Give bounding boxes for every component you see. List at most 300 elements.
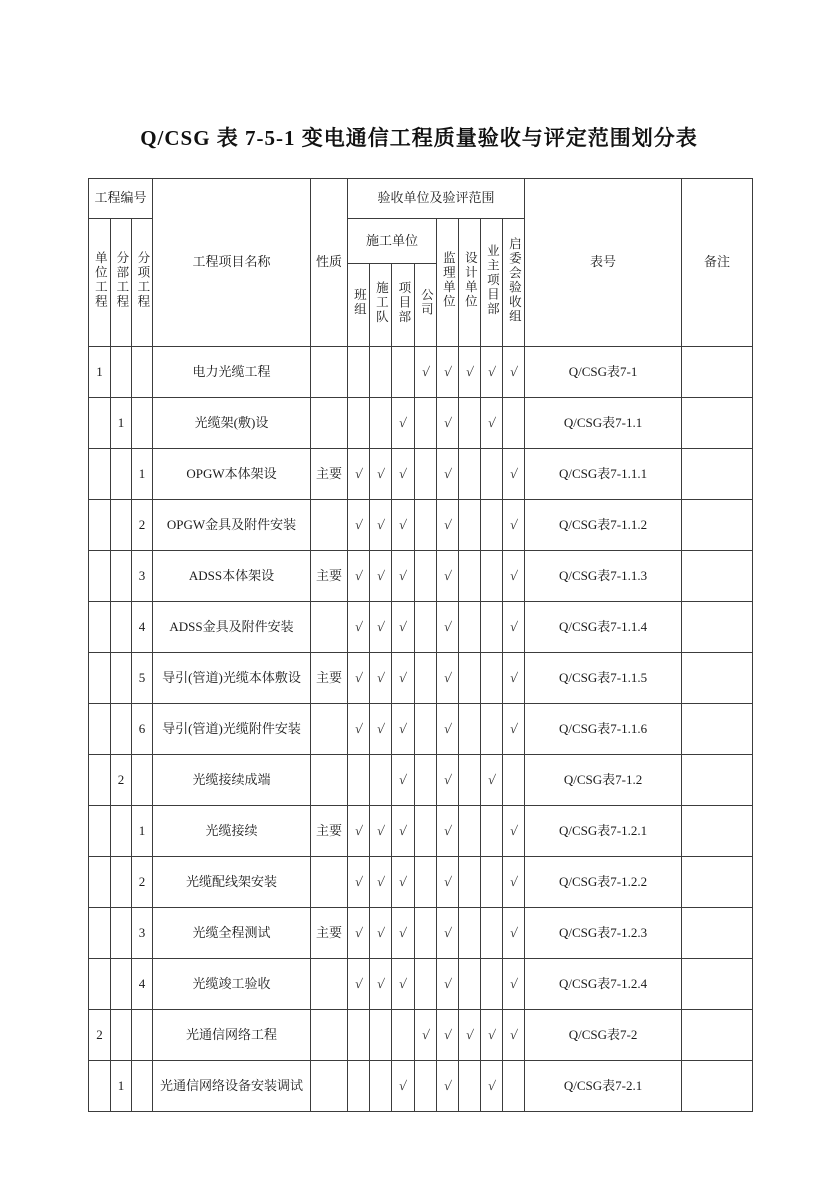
cell-table-no: Q/CSG表7-2 (525, 1010, 682, 1061)
col-header-supervision-unit (437, 219, 459, 347)
check-icon: √ (375, 873, 386, 889)
col-header-project-name: 工程项目名称 (153, 179, 311, 347)
check-mark-cell (415, 1010, 437, 1061)
check-icon: √ (442, 771, 453, 787)
check-icon: √ (508, 516, 519, 532)
cell-unit-project-no (89, 959, 111, 1010)
check-empty-cell (481, 602, 503, 653)
unit-project-label: 单位工程 (93, 251, 108, 310)
check-icon: √ (508, 1026, 519, 1042)
check-empty-cell (481, 704, 503, 755)
cell-nature: 主要 (311, 653, 348, 704)
check-mark-cell (392, 704, 415, 755)
cell-nature (311, 857, 348, 908)
col-header-design-unit (459, 219, 481, 347)
check-mark-cell (437, 1061, 459, 1112)
check-empty-cell (415, 806, 437, 857)
check-icon: √ (398, 822, 408, 838)
company-label: 公司 (419, 288, 434, 318)
check-mark-cell (459, 347, 481, 398)
cell-project-name: ADSS金具及附件安装 (153, 602, 311, 653)
check-empty-cell (459, 1061, 481, 1112)
check-empty-cell (415, 398, 437, 449)
check-icon: √ (398, 771, 408, 787)
cell-table-no: Q/CSG表7-1 (525, 347, 682, 398)
check-mark-cell (437, 500, 459, 551)
cell-nature (311, 602, 348, 653)
check-empty-cell (459, 755, 481, 806)
check-icon: √ (442, 873, 453, 889)
check-empty-cell (459, 449, 481, 500)
check-mark-cell (481, 398, 503, 449)
cell-unit-project-no: 1 (89, 347, 111, 398)
check-empty-cell (415, 449, 437, 500)
cell-subsection-no (111, 806, 132, 857)
check-empty-cell (459, 551, 481, 602)
check-icon: √ (442, 924, 453, 940)
cell-project-name: 光缆配线架安装 (153, 857, 311, 908)
check-icon: √ (398, 1077, 408, 1093)
check-icon: √ (486, 363, 497, 379)
check-empty-cell (348, 755, 370, 806)
cell-remark (682, 602, 753, 653)
check-icon: √ (442, 1026, 453, 1042)
check-empty-cell (481, 908, 503, 959)
col-header-item-project (132, 219, 153, 347)
check-empty-cell (415, 704, 437, 755)
cell-remark (682, 1010, 753, 1061)
check-mark-cell (348, 551, 370, 602)
check-icon: √ (353, 618, 364, 634)
cell-project-name: 光缆接续 (153, 806, 311, 857)
col-header-company (415, 264, 437, 347)
check-empty-cell (503, 398, 525, 449)
check-mark-cell (503, 908, 525, 959)
cell-table-no: Q/CSG表7-1.1.5 (525, 653, 682, 704)
cell-nature: 主要 (311, 806, 348, 857)
check-icon: √ (508, 669, 519, 685)
check-mark-cell (437, 755, 459, 806)
table-row (89, 398, 753, 449)
cell-item-no: 1 (132, 449, 153, 500)
check-mark-cell (503, 857, 525, 908)
check-mark-cell (348, 500, 370, 551)
cell-remark (682, 500, 753, 551)
supervision-unit-label: 监理单位 (441, 251, 456, 310)
check-mark-cell (392, 398, 415, 449)
cell-remark (682, 806, 753, 857)
check-mark-cell (348, 449, 370, 500)
check-mark-cell (437, 551, 459, 602)
check-mark-cell (437, 347, 459, 398)
check-icon: √ (420, 363, 431, 379)
check-empty-cell (415, 602, 437, 653)
cell-nature: 主要 (311, 551, 348, 602)
table-row (89, 908, 753, 959)
check-empty-cell (459, 857, 481, 908)
check-icon: √ (508, 567, 519, 583)
table-row (89, 347, 753, 398)
cell-table-no: Q/CSG表7-1.2 (525, 755, 682, 806)
check-mark-cell (392, 755, 415, 806)
cell-unit-project-no (89, 857, 111, 908)
cell-unit-project-no (89, 908, 111, 959)
check-icon: √ (353, 975, 364, 991)
cell-remark (682, 908, 753, 959)
table-body (89, 347, 753, 1112)
cell-subsection-no (111, 857, 132, 908)
cell-unit-project-no (89, 551, 111, 602)
check-icon: √ (486, 1026, 497, 1042)
col-header-remark: 备注 (682, 179, 753, 347)
cell-subsection-no (111, 347, 132, 398)
check-empty-cell (481, 449, 503, 500)
cell-project-name: 光通信网络设备安装调试 (153, 1061, 311, 1112)
col-header-project-dept (392, 264, 415, 347)
check-empty-cell (459, 500, 481, 551)
check-icon: √ (420, 1026, 431, 1042)
check-icon: √ (508, 618, 519, 634)
cell-item-no: 4 (132, 602, 153, 653)
cell-table-no: Q/CSG表7-1.1.1 (525, 449, 682, 500)
check-mark-cell (503, 704, 525, 755)
cell-project-name: 光缆竣工验收 (153, 959, 311, 1010)
check-mark-cell (437, 806, 459, 857)
cell-unit-project-no (89, 398, 111, 449)
cell-remark (682, 398, 753, 449)
cell-table-no: Q/CSG表7-2.1 (525, 1061, 682, 1112)
cell-remark (682, 551, 753, 602)
check-icon: √ (442, 567, 453, 583)
check-mark-cell (392, 602, 415, 653)
check-mark-cell (437, 959, 459, 1010)
cell-nature (311, 959, 348, 1010)
cell-item-no (132, 755, 153, 806)
check-icon: √ (375, 465, 386, 481)
check-empty-cell (348, 398, 370, 449)
cell-subsection-no: 1 (111, 398, 132, 449)
cell-subsection-no (111, 551, 132, 602)
cell-nature (311, 398, 348, 449)
check-empty-cell (415, 857, 437, 908)
check-mark-cell (459, 1010, 481, 1061)
check-mark-cell (503, 551, 525, 602)
check-empty-cell (459, 653, 481, 704)
cell-project-name: 光缆全程测试 (153, 908, 311, 959)
check-icon: √ (442, 363, 453, 379)
check-mark-cell (392, 449, 415, 500)
check-mark-cell (437, 1010, 459, 1061)
check-empty-cell (348, 1010, 370, 1061)
cell-subsection-no (111, 908, 132, 959)
check-mark-cell (437, 653, 459, 704)
check-icon: √ (486, 414, 497, 430)
table-row (89, 602, 753, 653)
check-icon: √ (486, 771, 497, 787)
check-empty-cell (392, 1010, 415, 1061)
check-mark-cell (481, 1061, 503, 1112)
table-row (89, 1010, 753, 1061)
col-header-team (348, 264, 370, 347)
check-empty-cell (481, 551, 503, 602)
cell-unit-project-no (89, 755, 111, 806)
document-title: Q/CSG 表 7-5-1 变电通信工程质量验收与评定范围划分表 (140, 126, 698, 150)
check-mark-cell (370, 602, 392, 653)
check-mark-cell (392, 1061, 415, 1112)
table-row (89, 704, 753, 755)
check-mark-cell (348, 704, 370, 755)
cell-table-no: Q/CSG表7-1.1.3 (525, 551, 682, 602)
check-icon: √ (353, 822, 364, 838)
cell-table-no: Q/CSG表7-1.1.2 (525, 500, 682, 551)
check-empty-cell (392, 347, 415, 398)
col-header-construction-unit: 施工单位 (348, 219, 437, 264)
check-icon: √ (508, 822, 519, 838)
col-header-unit-project (89, 219, 111, 347)
check-icon: √ (353, 720, 364, 736)
check-mark-cell (370, 704, 392, 755)
cell-nature (311, 704, 348, 755)
check-icon: √ (353, 669, 364, 685)
check-mark-cell (392, 653, 415, 704)
check-icon: √ (508, 720, 519, 736)
cell-subsection-no (111, 449, 132, 500)
check-empty-cell (370, 1061, 392, 1112)
check-icon: √ (508, 363, 519, 379)
check-icon: √ (353, 516, 364, 532)
check-icon: √ (353, 567, 364, 583)
cell-item-no: 2 (132, 857, 153, 908)
project-dept-label: 项目部 (396, 281, 411, 325)
cell-item-no: 1 (132, 806, 153, 857)
check-icon: √ (353, 924, 364, 940)
table-row (89, 653, 753, 704)
cell-table-no: Q/CSG表7-1.1 (525, 398, 682, 449)
header-row-1 (89, 179, 753, 219)
cell-project-name: ADSS本体架设 (153, 551, 311, 602)
design-unit-label: 设计单位 (463, 251, 478, 310)
check-mark-cell (503, 500, 525, 551)
check-empty-cell (348, 347, 370, 398)
cell-subsection-no (111, 959, 132, 1010)
cell-table-no: Q/CSG表7-1.2.1 (525, 806, 682, 857)
check-mark-cell (437, 602, 459, 653)
check-icon: √ (375, 516, 386, 532)
check-mark-cell (437, 398, 459, 449)
check-mark-cell (392, 500, 415, 551)
cell-project-name: 导引(管道)光缆附件安装 (153, 704, 311, 755)
check-empty-cell (415, 1061, 437, 1112)
cell-unit-project-no (89, 704, 111, 755)
table-row (89, 1061, 753, 1112)
check-empty-cell (415, 653, 437, 704)
col-header-nature: 性质 (311, 179, 348, 347)
col-header-owner-project-dept (481, 219, 503, 347)
cell-unit-project-no (89, 602, 111, 653)
check-mark-cell (370, 653, 392, 704)
check-mark-cell (370, 908, 392, 959)
cell-remark (682, 1061, 753, 1112)
check-mark-cell (370, 500, 392, 551)
cell-remark (682, 704, 753, 755)
check-icon: √ (442, 618, 453, 634)
check-icon: √ (398, 975, 408, 991)
cell-item-no (132, 347, 153, 398)
check-mark-cell (392, 857, 415, 908)
check-icon: √ (442, 465, 453, 481)
check-icon: √ (375, 720, 386, 736)
check-mark-cell (481, 347, 503, 398)
check-mark-cell (348, 653, 370, 704)
check-icon: √ (442, 1077, 453, 1093)
check-icon: √ (486, 1077, 497, 1093)
cell-subsection-no (111, 500, 132, 551)
cell-remark (682, 857, 753, 908)
check-empty-cell (459, 908, 481, 959)
cell-subsection-no: 1 (111, 1061, 132, 1112)
cell-project-name: OPGW本体架设 (153, 449, 311, 500)
check-mark-cell (503, 1010, 525, 1061)
check-empty-cell (503, 1061, 525, 1112)
check-empty-cell (415, 755, 437, 806)
check-mark-cell (392, 959, 415, 1010)
cell-item-no (132, 398, 153, 449)
cell-item-no: 5 (132, 653, 153, 704)
table-header (89, 179, 753, 347)
check-mark-cell (392, 551, 415, 602)
check-mark-cell (503, 653, 525, 704)
check-icon: √ (375, 618, 386, 634)
check-mark-cell (437, 449, 459, 500)
check-empty-cell (370, 1010, 392, 1061)
cell-unit-project-no (89, 653, 111, 704)
check-icon: √ (398, 567, 408, 583)
table-row (89, 551, 753, 602)
check-mark-cell (503, 959, 525, 1010)
check-icon: √ (375, 822, 386, 838)
cell-nature: 主要 (311, 908, 348, 959)
check-icon: √ (442, 720, 453, 736)
col-header-acceptance-scope: 验收单位及验评范围 (348, 179, 525, 219)
check-icon: √ (398, 873, 408, 889)
cell-item-no (132, 1010, 153, 1061)
check-mark-cell (370, 806, 392, 857)
check-icon: √ (375, 669, 386, 685)
cell-item-no: 4 (132, 959, 153, 1010)
check-icon: √ (398, 924, 408, 940)
owner-project-dept-label: 业主项目部 (485, 244, 500, 317)
check-empty-cell (370, 398, 392, 449)
check-mark-cell (503, 347, 525, 398)
check-icon: √ (508, 975, 519, 991)
item-project-label: 分项工程 (135, 251, 150, 310)
check-empty-cell (459, 398, 481, 449)
check-icon: √ (375, 975, 386, 991)
startup-committee-group-label: 启委会验收组 (507, 236, 522, 324)
cell-remark (682, 959, 753, 1010)
cell-unit-project-no (89, 449, 111, 500)
check-empty-cell (481, 806, 503, 857)
cell-table-no: Q/CSG表7-1.1.6 (525, 704, 682, 755)
check-icon: √ (442, 822, 453, 838)
check-icon: √ (398, 465, 408, 481)
team-label: 班组 (352, 288, 367, 318)
col-header-project-number: 工程编号 (89, 179, 153, 219)
cell-table-no: Q/CSG表7-1.1.4 (525, 602, 682, 653)
cell-unit-project-no: 2 (89, 1010, 111, 1061)
check-mark-cell (370, 449, 392, 500)
cell-nature (311, 347, 348, 398)
check-empty-cell (459, 602, 481, 653)
table-row (89, 806, 753, 857)
cell-project-name: 导引(管道)光缆本体敷设 (153, 653, 311, 704)
check-empty-cell (459, 959, 481, 1010)
cell-table-no: Q/CSG表7-1.2.4 (525, 959, 682, 1010)
cell-remark (682, 347, 753, 398)
check-mark-cell (503, 449, 525, 500)
col-header-crew (370, 264, 392, 347)
check-mark-cell (481, 755, 503, 806)
check-icon: √ (398, 516, 408, 532)
cell-subsection-no (111, 1010, 132, 1061)
cell-nature (311, 1061, 348, 1112)
check-mark-cell (370, 959, 392, 1010)
check-icon: √ (508, 873, 519, 889)
check-empty-cell (459, 806, 481, 857)
check-empty-cell (481, 500, 503, 551)
cell-nature (311, 755, 348, 806)
check-empty-cell (415, 908, 437, 959)
cell-unit-project-no (89, 1061, 111, 1112)
table-row (89, 449, 753, 500)
check-empty-cell (459, 704, 481, 755)
cell-unit-project-no (89, 806, 111, 857)
cell-remark (682, 653, 753, 704)
cell-item-no (132, 1061, 153, 1112)
cell-remark (682, 449, 753, 500)
cell-unit-project-no (89, 500, 111, 551)
check-mark-cell (370, 857, 392, 908)
check-empty-cell (415, 551, 437, 602)
check-icon: √ (464, 1026, 475, 1042)
cell-subsection-no (111, 704, 132, 755)
check-icon: √ (442, 516, 453, 532)
check-icon: √ (442, 669, 453, 685)
check-empty-cell (370, 347, 392, 398)
check-empty-cell (481, 959, 503, 1010)
check-icon: √ (508, 465, 519, 481)
check-mark-cell (348, 908, 370, 959)
cell-subsection-no (111, 602, 132, 653)
cell-nature (311, 1010, 348, 1061)
cell-subsection-no: 2 (111, 755, 132, 806)
check-empty-cell (415, 500, 437, 551)
check-empty-cell (370, 755, 392, 806)
cell-table-no: Q/CSG表7-1.2.3 (525, 908, 682, 959)
check-icon: √ (442, 975, 453, 991)
check-mark-cell (503, 602, 525, 653)
check-mark-cell (437, 908, 459, 959)
check-icon: √ (508, 924, 519, 940)
cell-item-no: 2 (132, 500, 153, 551)
cell-table-no: Q/CSG表7-1.2.2 (525, 857, 682, 908)
table-row (89, 500, 753, 551)
check-mark-cell (370, 551, 392, 602)
check-icon: √ (464, 363, 475, 379)
check-mark-cell (437, 857, 459, 908)
check-mark-cell (437, 704, 459, 755)
check-mark-cell (348, 806, 370, 857)
